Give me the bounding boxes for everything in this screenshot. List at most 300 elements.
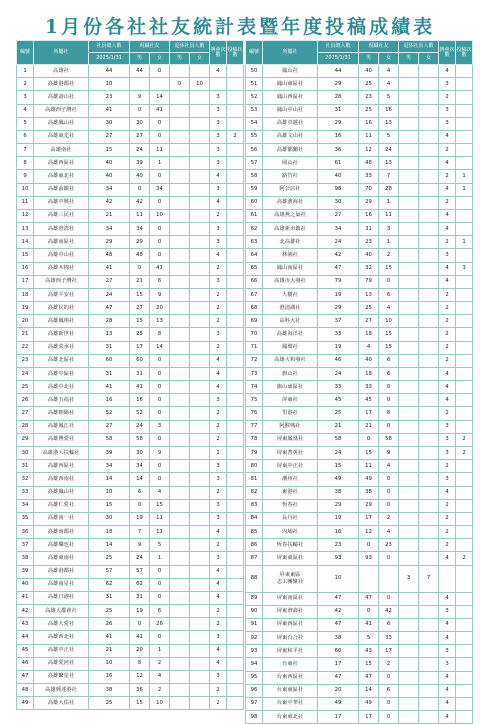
cell-current-male: 49: [359, 697, 379, 710]
cell-submissions: [227, 591, 244, 604]
cell-current-male: 0: [359, 605, 379, 618]
cell-submissions: [227, 578, 244, 591]
table-row: [17, 354, 244, 367]
cell-retired-male: 3: [399, 565, 419, 592]
cell-submissions: 2: [227, 130, 244, 143]
cell-retired-male: [170, 275, 190, 288]
cell-current-male: 11: [359, 130, 379, 143]
cell-retired-male: [399, 183, 419, 196]
cell-club: 高雄鳳山社: [34, 486, 89, 499]
cell-club: 林園社: [263, 249, 318, 262]
cell-retired-female: [190, 539, 210, 552]
cell-current-male: 25: [359, 104, 379, 117]
cell-current-male: 24: [130, 552, 150, 565]
cell-current-male: 70: [359, 183, 379, 196]
cell-retired-male: [170, 684, 190, 697]
cell-no: 10: [17, 183, 34, 196]
cell-current-female: 8: [379, 407, 399, 420]
cell-current-female: 0: [379, 697, 399, 710]
cell-no: 4: [17, 104, 34, 117]
header-club: 所屬社: [263, 41, 318, 65]
cell-meetings: 2: [210, 288, 227, 301]
table-row: [17, 526, 244, 539]
table-row: [17, 618, 244, 631]
cell-meetings: 3: [210, 104, 227, 117]
cell-club: 高雄三民社: [34, 209, 89, 222]
cell-submissions: [227, 78, 244, 91]
cell-retired-male: [170, 354, 190, 367]
cell-meetings: 4: [210, 196, 227, 209]
table-row: [246, 407, 473, 420]
cell-club: 高雄大都會社: [34, 605, 89, 618]
cell-retired-female: [419, 236, 439, 249]
cell-retired-male: [399, 486, 419, 499]
cell-current-female: 1: [150, 552, 170, 565]
cell-retired-female: [419, 407, 439, 420]
cell-current-male: 47: [359, 671, 379, 684]
cell-meetings: 2: [210, 341, 227, 354]
cell-retired-female: [190, 381, 210, 394]
cell-club: 高雄南星社: [34, 578, 89, 591]
cell-retired-male: [399, 671, 419, 684]
cell-no: 68: [246, 302, 263, 315]
cell-meetings: 4: [439, 632, 456, 645]
table-row: [17, 578, 244, 591]
cell-club: 屏東菁英社: [263, 446, 318, 459]
table-row: [17, 104, 244, 117]
cell-current-male: 44: [130, 65, 150, 78]
cell-retired-female: [419, 302, 439, 315]
cell-meetings: 3: [210, 275, 227, 288]
cell-submissions: [456, 605, 473, 618]
cell-retired-male: [170, 315, 190, 328]
cell-club: 高雄繁星社: [34, 670, 89, 683]
table-row: [246, 381, 473, 394]
cell-current-male: 36: [130, 684, 150, 697]
cell-submissions: [456, 341, 473, 354]
cell-retired-female: [419, 249, 439, 262]
cell-club: 高雄東南社: [34, 552, 89, 565]
cell-current-female: 0: [379, 499, 399, 512]
cell-club: 高雄北區社: [34, 354, 89, 367]
cell-total: 41: [89, 381, 130, 394]
cell-total: 38: [318, 486, 359, 499]
cell-current-male: 15: [130, 315, 150, 328]
table-row: [246, 697, 473, 710]
cell-retired-male: [399, 288, 419, 301]
cell-club: 鳳聲社: [263, 341, 318, 354]
cell-submissions: [456, 315, 473, 328]
cell-retired-female: [190, 512, 210, 525]
cell-meetings: 2: [439, 512, 456, 525]
cell-current-male: 0: [130, 183, 150, 196]
cell-submissions: [227, 394, 244, 407]
cell-submissions: [227, 196, 244, 209]
cell-total: 46: [318, 354, 359, 367]
cell-retired-male: [170, 249, 190, 262]
cell-retired-male: [170, 196, 190, 209]
cell-current-male: 12: [359, 526, 379, 539]
table-row: [17, 565, 244, 578]
cell-submissions: [227, 262, 244, 275]
cell-no: 51: [246, 78, 263, 91]
cell-total: 10: [89, 657, 130, 670]
table-row: [246, 618, 473, 631]
cell-no: 50: [246, 65, 263, 78]
table-row: [246, 328, 473, 341]
cell-retired-male: [399, 249, 419, 262]
cell-submissions: [456, 539, 473, 552]
cell-current-female: 7: [379, 170, 399, 183]
cell-no: 83: [246, 499, 263, 512]
header-meetings: 例會次數: [210, 41, 227, 65]
cell-submissions: [227, 157, 244, 170]
cell-club: 屏東濟壽社: [263, 605, 318, 618]
cell-current-female: 6: [150, 275, 170, 288]
table-body-left: [17, 65, 244, 710]
cell-total: 13: [89, 328, 130, 341]
cell-current-female: 1: [150, 644, 170, 657]
cell-retired-male: [399, 262, 419, 275]
cell-retired-female: [419, 618, 439, 631]
cell-club: 台東東區社: [263, 684, 318, 697]
cell-club: 屏東東區 志工團聚社: [263, 565, 318, 592]
cell-total: 30: [318, 196, 359, 209]
cell-current-female: 24: [379, 144, 399, 157]
cell-total: 27: [89, 130, 130, 143]
cell-current-female: 11: [150, 144, 170, 157]
cell-submissions: [456, 473, 473, 486]
cell-club: 高雄中北社: [34, 381, 89, 394]
cell-club: 高雄文山社: [263, 130, 318, 143]
header-current: 現職社友: [130, 41, 170, 53]
cell-no: 42: [17, 605, 34, 618]
cell-submissions: 1: [456, 183, 473, 196]
cell-meetings: 3: [439, 473, 456, 486]
cell-submissions: [227, 341, 244, 354]
cell-club: 高雄燕之巢社: [263, 209, 318, 222]
cell-retired-male: [170, 117, 190, 130]
cell-submissions: [227, 605, 244, 618]
table-row: [17, 170, 244, 183]
cell-submissions: [227, 249, 244, 262]
cell-total: 16: [318, 130, 359, 143]
cell-submissions: [456, 91, 473, 104]
cell-meetings: 2: [210, 315, 227, 328]
cell-current-female: 23: [379, 539, 399, 552]
cell-current-female: 0: [379, 711, 399, 724]
cell-no: 85: [246, 526, 263, 539]
table-row: [17, 697, 244, 710]
cell-club: 高雄東光社: [34, 130, 89, 143]
cell-meetings: 3: [210, 223, 227, 236]
table-row: [17, 499, 244, 512]
cell-retired-female: [190, 670, 210, 683]
cell-current-female: 4: [379, 302, 399, 315]
cell-current-female: 2: [150, 684, 170, 697]
cell-meetings: 2: [210, 302, 227, 315]
cell-retired-male: [170, 420, 190, 433]
table-row: [246, 632, 473, 645]
cell-current-female: 0: [150, 130, 170, 143]
cell-meetings: 4: [210, 644, 227, 657]
cell-club: 屏東鳳凰社: [263, 433, 318, 446]
cell-submissions: [227, 144, 244, 157]
table-row: [17, 407, 244, 420]
cell-meetings: 3: [210, 394, 227, 407]
cell-current-male: 21: [130, 275, 150, 288]
cell-current-male: 15: [359, 658, 379, 671]
cell-retired-female: [419, 130, 439, 143]
cell-current-male: 58: [130, 433, 150, 446]
cell-current-female: 34: [150, 183, 170, 196]
cell-total: 52: [89, 407, 130, 420]
cell-club: 屏東東區社: [263, 552, 318, 565]
cell-current-male: 30: [130, 446, 150, 459]
cell-retired-female: [419, 144, 439, 157]
cell-retired-male: [170, 697, 190, 710]
cell-retired-female: [419, 341, 439, 354]
cell-retired-male: [170, 631, 190, 644]
cell-no: 29: [17, 433, 34, 446]
cell-retired-male: [399, 460, 419, 473]
cell-current-male: [359, 565, 379, 592]
cell-total: 44: [318, 65, 359, 78]
cell-meetings: 4: [439, 552, 456, 565]
cell-current-female: 11: [150, 512, 170, 525]
cell-retired-female: [419, 354, 439, 367]
cell-retired-male: [399, 354, 419, 367]
cell-submissions: [227, 460, 244, 473]
cell-current-female: 3: [150, 420, 170, 433]
cell-club: 高雄鳳翔社: [34, 315, 89, 328]
table-row: [246, 288, 473, 301]
cell-club: 屏東社: [263, 394, 318, 407]
cell-retired-male: [170, 605, 190, 618]
cell-meetings: 4: [439, 486, 456, 499]
cell-no: 67: [246, 288, 263, 301]
cell-current-female: 0: [150, 591, 170, 604]
table-row: [246, 460, 473, 473]
cell-submissions: [456, 711, 473, 724]
cell-retired-female: [190, 684, 210, 697]
cell-retired-male: [170, 91, 190, 104]
cell-meetings: 4: [439, 157, 456, 170]
cell-current-male: 6: [130, 486, 150, 499]
cell-meetings: 1: [210, 446, 227, 459]
cell-total: 41: [89, 104, 130, 117]
cell-total: 17: [318, 711, 359, 724]
cell-club: 岡山社: [263, 157, 318, 170]
cell-total: 24: [89, 288, 130, 301]
cell-total: 15: [89, 499, 130, 512]
cell-meetings: 4: [439, 275, 456, 288]
cell-retired-male: [399, 394, 419, 407]
cell-no: 75: [246, 394, 263, 407]
cell-no: 24: [17, 367, 34, 380]
cell-retired-male: [170, 288, 190, 301]
cell-retired-female: [419, 592, 439, 605]
cell-retired-male: [399, 328, 419, 341]
cell-retired-female: [190, 157, 210, 170]
cell-submissions: [456, 526, 473, 539]
cell-no: 87: [246, 552, 263, 565]
cell-meetings: 4: [210, 526, 227, 539]
cell-retired-male: [399, 315, 419, 328]
cell-no: 11: [17, 196, 34, 209]
cell-retired-male: [399, 632, 419, 645]
cell-retired-male: [170, 433, 190, 446]
cell-club: 路竹社: [263, 170, 318, 183]
cell-total: 34: [89, 223, 130, 236]
cell-submissions: 2: [456, 446, 473, 459]
cell-club: 高雄新市鎮社: [263, 223, 318, 236]
cell-no: 25: [17, 381, 34, 394]
cell-current-female: 4: [379, 65, 399, 78]
cell-retired-female: [419, 697, 439, 710]
cell-current-male: 40: [359, 249, 379, 262]
cell-retired-male: [399, 367, 419, 380]
cell-retired-male: [399, 91, 419, 104]
cell-retired-male: [399, 275, 419, 288]
cell-current-male: 5: [359, 632, 379, 645]
cell-retired-male: [170, 446, 190, 459]
cell-total: 19: [318, 341, 359, 354]
cell-retired-female: [419, 658, 439, 671]
cell-club: 高雄社: [34, 65, 89, 78]
header-meetings: 例會次數: [439, 41, 456, 65]
cell-no: 92: [246, 632, 263, 645]
cell-club: 阿公店社: [263, 183, 318, 196]
cell-no: 33: [17, 486, 34, 499]
cell-current-female: 2: [150, 657, 170, 670]
cell-total: 28: [318, 91, 359, 104]
cell-current-male: 33: [359, 381, 379, 394]
cell-no: 76: [246, 407, 263, 420]
table-row: [17, 512, 244, 525]
cell-retired-female: [419, 262, 439, 275]
cell-total: 37: [318, 315, 359, 328]
cell-submissions: [227, 473, 244, 486]
cell-current-male: 11: [130, 209, 150, 222]
cell-submissions: [227, 644, 244, 657]
cell-current-female: 16: [379, 104, 399, 117]
cell-meetings: 2: [439, 315, 456, 328]
cell-current-male: 16: [359, 117, 379, 130]
cell-retired-male: [399, 407, 419, 420]
table-row: [17, 249, 244, 262]
cell-total: 19: [318, 512, 359, 525]
table-row: [246, 196, 473, 209]
table-row: [246, 315, 473, 328]
cell-submissions: [227, 275, 244, 288]
cell-no: 80: [246, 460, 263, 473]
cell-meetings: 2: [439, 91, 456, 104]
cell-submissions: [227, 288, 244, 301]
table-row: [246, 341, 473, 354]
cell-no: 48: [17, 684, 34, 697]
table-row: [17, 486, 244, 499]
cell-total: 16: [318, 526, 359, 539]
cell-submissions: [456, 117, 473, 130]
cell-retired-male: [399, 684, 419, 697]
cell-club: 高雄愛河社: [34, 657, 89, 670]
cell-meetings: 4: [439, 130, 456, 143]
table-row: [17, 144, 244, 157]
cell-no: 19: [17, 302, 34, 315]
cell-submissions: [456, 460, 473, 473]
cell-no: 5: [17, 117, 34, 130]
cell-retired-female: [190, 315, 210, 328]
cell-club: 澄清湖社: [263, 302, 318, 315]
cell-club: 高雄中區社: [34, 367, 89, 380]
table-row: [17, 328, 244, 341]
cell-submissions: [227, 328, 244, 341]
header-male: 男: [130, 53, 150, 65]
cell-retired-male: [399, 645, 419, 658]
cell-club: 高雄濱海社: [263, 196, 318, 209]
cell-submissions: [456, 394, 473, 407]
cell-current-female: 2: [379, 512, 399, 525]
cell-retired-male: [399, 104, 419, 117]
cell-retired-male: [170, 552, 190, 565]
cell-submissions: [227, 354, 244, 367]
cell-meetings: 3: [439, 78, 456, 91]
cell-no: 93: [246, 645, 263, 658]
cell-club: 高雄大愛社: [34, 618, 89, 631]
table-row: [246, 236, 473, 249]
table-row: [246, 671, 473, 684]
cell-retired-male: [399, 381, 419, 394]
cell-no: 90: [246, 605, 263, 618]
cell-current-female: 13: [150, 315, 170, 328]
cell-current-female: 5: [379, 91, 399, 104]
cell-total: 31: [89, 591, 130, 604]
cell-retired-female: [190, 262, 210, 275]
cell-no: 31: [17, 460, 34, 473]
cell-current-male: 17: [359, 512, 379, 525]
cell-club: 高雄平安社: [34, 288, 89, 301]
cell-current-male: 25: [359, 78, 379, 91]
cell-current-male: 19: [130, 512, 150, 525]
cell-retired-male: [399, 302, 419, 315]
table-row: [246, 209, 473, 222]
cell-meetings: 2: [439, 328, 456, 341]
cell-retired-male: [399, 618, 419, 631]
cell-submissions: [456, 144, 473, 157]
cell-submissions: [456, 632, 473, 645]
cell-current-male: 31: [359, 223, 379, 236]
cell-meetings: 2: [210, 486, 227, 499]
header-retired: 退休社員人數: [170, 41, 210, 53]
cell-club: 鳳山社: [263, 65, 318, 78]
table-row: [17, 381, 244, 394]
table-row: [246, 104, 473, 117]
table-row: [17, 236, 244, 249]
cell-submissions: [456, 354, 473, 367]
cell-current-female: 5: [150, 539, 170, 552]
cell-retired-male: [170, 341, 190, 354]
cell-retired-female: [419, 288, 439, 301]
cell-retired-female: [190, 170, 210, 183]
table-row: [17, 460, 244, 473]
cell-total: 17: [318, 658, 359, 671]
cell-current-male: 8: [130, 657, 150, 670]
cell-retired-female: [419, 645, 439, 658]
cell-total: 40: [89, 170, 130, 183]
table-row: [17, 631, 244, 644]
cell-current-female: 8: [150, 328, 170, 341]
